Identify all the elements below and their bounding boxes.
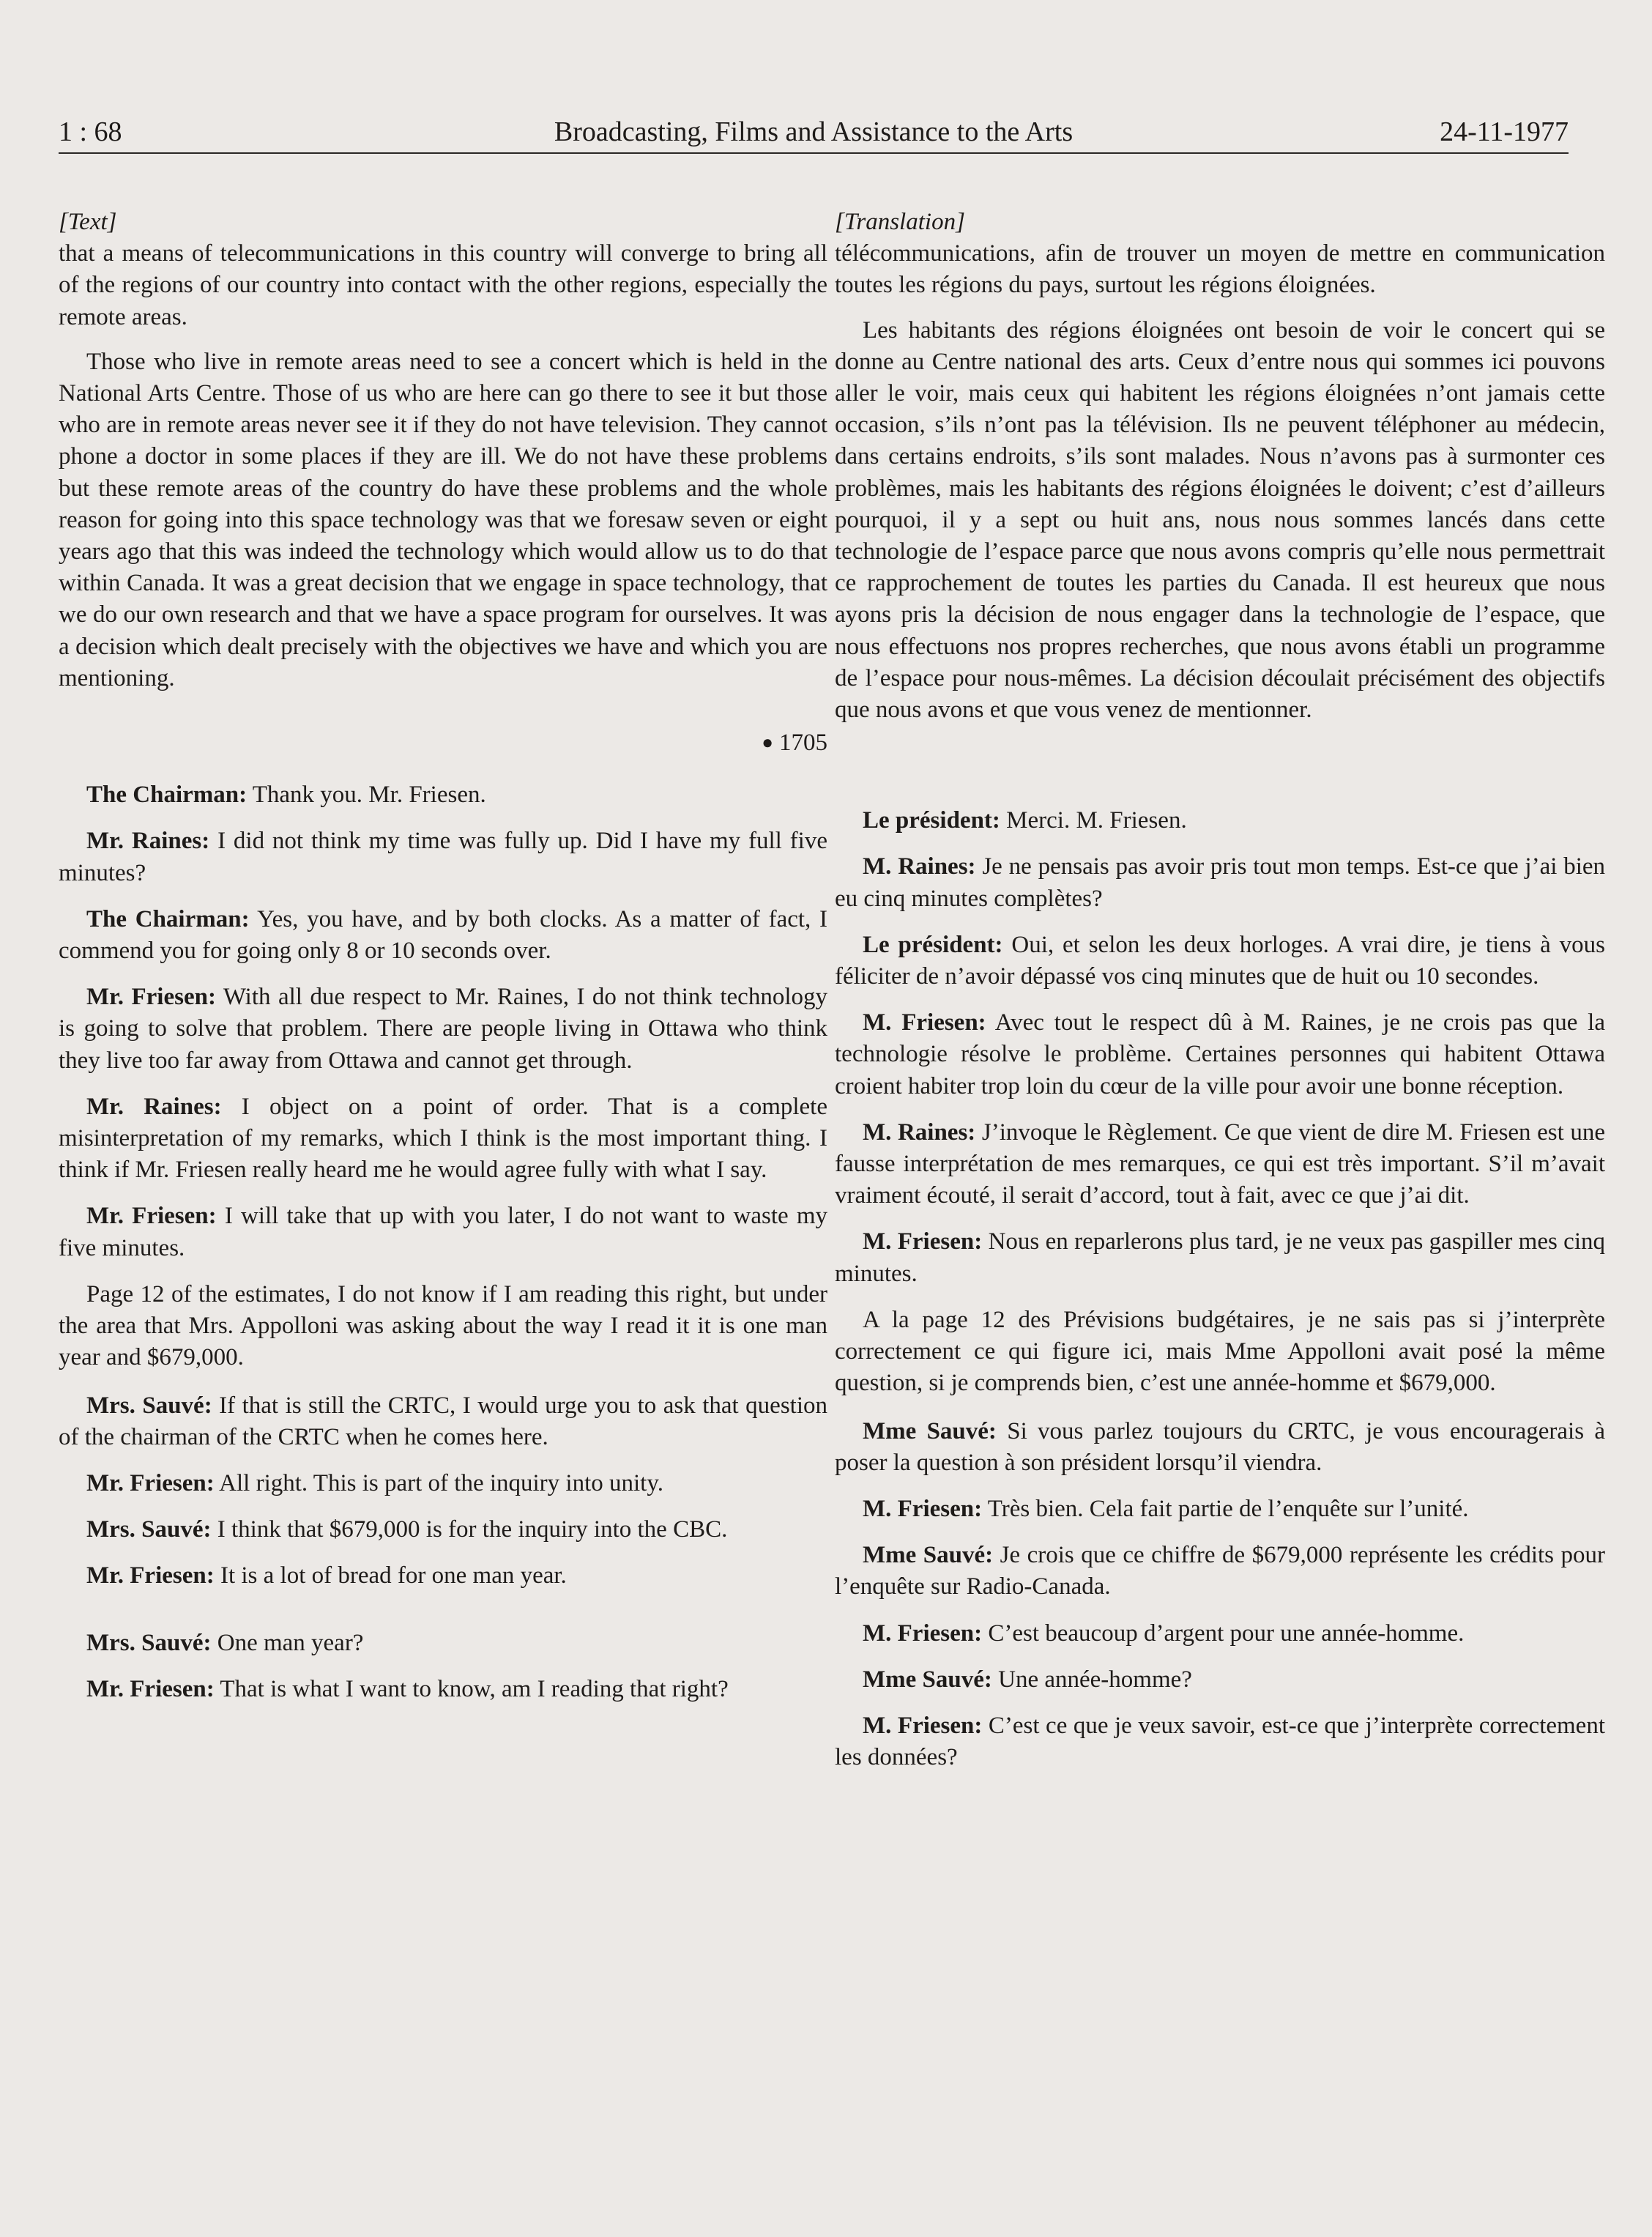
speech-text: If that is still the CRTC, I would urge you to ask that question of the chairman of the CRTC when he comes here. xyxy=(59,1392,827,1450)
paragraph: télécommunications, afin de trouver un moyen de mettre en communication toutes les régions du pays, surtout les régions éloignées. xyxy=(835,240,1605,299)
speaker-name: Mme Sauvé: xyxy=(863,1417,997,1444)
speech-text: Je ne pensais pas avoir pris tout mon temps. Est-ce que j’ai bien eu cinq minutes complètes? xyxy=(835,853,1606,912)
speech-text: Je crois que ce chiffre de $679,000 représente les crédits pour l’enquête sur Radio-Canada. xyxy=(835,1542,1606,1600)
speech-text: Thank you. Mr. Friesen. xyxy=(252,782,486,809)
paragraph: Page 12 of the estimates, I do not know if I am reading this right, but under the area that Mrs. Appolloni was asking about the way I read it it is one man year and $679,000. xyxy=(59,1280,827,1371)
speech-text: With all due respect to Mr. Raines, I do not think technology is going to solve that problem. There are people living in Ottawa who think they live too far away from Ottawa and cannot get through. xyxy=(59,984,827,1074)
running-header xyxy=(59,111,1569,154)
speech-turn xyxy=(835,1117,1605,1212)
speaker-name: M. Friesen: xyxy=(863,1495,983,1522)
column-label: [Text] xyxy=(59,209,117,235)
speech-text: One man year? xyxy=(217,1629,364,1656)
speech-turn xyxy=(835,851,1605,914)
speech-turn xyxy=(59,779,827,811)
speaker-name: Mr. Friesen: xyxy=(86,1562,215,1589)
paragraph: A la page 12 des Prévisions budgétaires, je ne sais pas si j’interprète correctement ce qui figure ici, mais Mme Appolloni avait posé la même question, si je comprends bien, c’est une année-homme et $679,000. xyxy=(835,1306,1605,1397)
speech-turn xyxy=(835,1226,1605,1289)
speaker-name: M. Friesen: xyxy=(863,1620,983,1647)
gap xyxy=(59,1607,827,1628)
speech-text: It is a lot of bread for one man year. xyxy=(220,1562,567,1589)
speaker-name: M. Raines: xyxy=(863,1118,976,1146)
speaker-name: Mrs. Sauvé: xyxy=(86,1392,212,1419)
speech-turn xyxy=(835,1710,1605,1773)
speech-text: Nous en reparlerons plus tard, je ne veux pas gaspiller mes cinq minutes. xyxy=(835,1228,1605,1287)
speech-turn xyxy=(59,1468,827,1499)
column-label: [Translation] xyxy=(835,209,965,235)
speaker-name: Le président: xyxy=(863,931,1003,958)
speaker-name: Le président: xyxy=(863,807,1000,834)
speech-text: C’est ce que je veux savoir, est-ce que j’interprète correctement les données? xyxy=(835,1712,1605,1771)
speech-text: Très bien. Cela fait partie de l’enquête sur l’unité. xyxy=(987,1495,1469,1522)
speech-text: Si vous parlez toujours du CRTC, je vous encouragerais à poser la question à son président lorsqu’il viendra. xyxy=(835,1417,1605,1476)
speaker-name: M. Raines: xyxy=(863,853,976,880)
speech-turn xyxy=(59,826,827,889)
header-date: 24-11-1977 xyxy=(1440,116,1569,147)
speaker-name: Mme Sauvé: xyxy=(863,1666,992,1693)
header-title: Broadcasting, Films and Assistance to the Arts xyxy=(554,116,1074,147)
speech-turn xyxy=(59,1201,827,1264)
paragraph: Les habitants des régions éloignées ont besoin de voir le concert qui se donne au Centre national des arts. Ceux d’entre nous qui sommes ici pouvons aller le voir, mais ceux qui habitent les régions éloignées n’ont jamais cette occasion, s’ils n’ont pas la télévision. Ils ne peuvent téléphoner au médecin, dans certains endroits, s’ils sont malades. Nous n’avons pas à surmonter ces problèmes, mais les habitants des régions éloignées le doivent; c’est d’ailleurs pourquoi, il y a sept ou huit ans, nous nous sommes lancés dans cette technologie de l’espace parce que nous avons compris qu’elle nous permettrait ce rapprochement de toutes les parties du Canada. Il est heureux que nous ayons pris la décision de nous engager dans la technologie de l’espace, que nous effectuons nos propres recherches, que nous avons établi un programme de l’espace pour nous-mêmes. La décision découlait précisément des objectifs que nous avons et que vous venez de mentionner. xyxy=(835,316,1605,724)
gap xyxy=(835,742,1605,805)
speech-turn xyxy=(59,1560,827,1592)
speech-turn xyxy=(835,1416,1605,1479)
french-column xyxy=(835,207,1605,1788)
speaker-name: Mr. Friesen: xyxy=(86,1203,217,1230)
speaker-name: Mme Sauvé: xyxy=(863,1542,994,1569)
speaker-name: Mr. Friesen: xyxy=(86,1469,215,1496)
speech-text: Oui, et selon les deux horloges. A vrai dire, je tiens à vous féliciter de n’avoir dépassé vos cinq minutes que de huit ou 10 secondes. xyxy=(835,931,1605,990)
speech-turn xyxy=(835,1540,1605,1603)
speech-text: I object on a point of order. That is a complete misinterpretation of my remarks, which I think is the most important thing. I think if Mr. Friesen really heard me he would agree fully with what I say. xyxy=(59,1093,827,1184)
speech-turn xyxy=(59,904,827,967)
speech-turn xyxy=(59,982,827,1077)
speaker-name: The Chairman: xyxy=(86,905,250,932)
page-number: 1 : 68 xyxy=(59,116,122,147)
speech-turn xyxy=(59,1674,827,1705)
speech-text: All right. This is part of the inquiry into unity. xyxy=(219,1469,663,1496)
speaker-name: M. Friesen: xyxy=(863,1228,983,1255)
speaker-name: Mr. Raines: xyxy=(86,828,210,855)
speaker-name: Mr. Friesen: xyxy=(86,984,216,1011)
english-column xyxy=(59,207,827,1720)
speaker-name: M. Friesen: xyxy=(863,1712,983,1739)
speech-turn xyxy=(835,930,1605,993)
speaker-name: M. Friesen: xyxy=(863,1009,986,1036)
speech-turn xyxy=(59,1091,827,1187)
speech-text: That is what I want to know, am I reading that right? xyxy=(220,1675,729,1702)
time-marker xyxy=(59,727,827,759)
speech-text: I think that $679,000 is for the inquiry into the CBC. xyxy=(217,1516,728,1543)
speech-text: Une année-homme? xyxy=(998,1666,1192,1693)
speaker-name: Mr. Raines: xyxy=(86,1093,222,1120)
bullet-icon: ● xyxy=(762,732,773,754)
speaker-name: Mrs. Sauvé: xyxy=(86,1629,212,1656)
time-marker-value: 1705 xyxy=(779,730,827,757)
speech-turn xyxy=(835,805,1605,836)
speech-text: I did not think my time was fully up. Did I have my full five minutes? xyxy=(59,828,827,886)
speech-text: J’invoque le Règlement. Ce que vient de dire M. Friesen est une fausse interprétation de mes remarques, ce qui est très important. S’il m’avait vraiment écouté, il serait d’accord, tout à fait, avec ce que j’ai dit. xyxy=(835,1118,1605,1209)
speech-text: Avec tout le respect dû à M. Raines, je ne crois pas que la technologie résolve le problème. Certaines personnes qui habitent Ottawa croient habiter trop loin du cœur de la ville pour avoir une bonne réception. xyxy=(835,1009,1605,1099)
speech-turn xyxy=(59,1390,827,1453)
speech-turn xyxy=(835,1494,1605,1525)
speech-text: Yes, you have, and by both clocks. As a matter of fact, I commend you for going only 8 or 10 seconds over. xyxy=(59,905,828,965)
speech-turn xyxy=(835,1007,1605,1102)
speech-turn xyxy=(59,1514,827,1546)
speech-text: C’est beaucoup d’argent pour une année-homme. xyxy=(988,1620,1465,1647)
speech-text: Merci. M. Friesen. xyxy=(1006,807,1187,834)
speech-turn xyxy=(835,1664,1605,1696)
speaker-name: The Chairman: xyxy=(86,782,248,809)
speech-turn xyxy=(59,1628,827,1659)
speech-turn xyxy=(835,1618,1605,1650)
speaker-name: Mr. Friesen: xyxy=(86,1675,215,1702)
speaker-name: Mrs. Sauvé: xyxy=(86,1516,212,1543)
paragraph: Those who live in remote areas need to see a concert which is held in the National Arts Centre. Those of us who are here can go there to see it but those who are in remote areas never see it if they do not have television. They cannot phone a doctor in some places if they are ill. We do not have these problems but these remote areas of the country do have these problems and the whole reason for going into this space technology was that we foresaw seven or eight years ago that this was indeed the technology which would allow us to do that within Canada. It was a great decision that we engage in space technology, that we do our own research and that we have a space program for ourselves. It was a decision which dealt precisely with the objectives we have and which you are mentioning. xyxy=(59,348,827,691)
paragraph: that a means of telecommunications in this country will converge to bring all of the regions of our country into contact with the other regions, especially the remote areas. xyxy=(59,240,827,330)
speech-text: I will take that up with you later, I do not want to waste my five minutes. xyxy=(59,1203,827,1261)
